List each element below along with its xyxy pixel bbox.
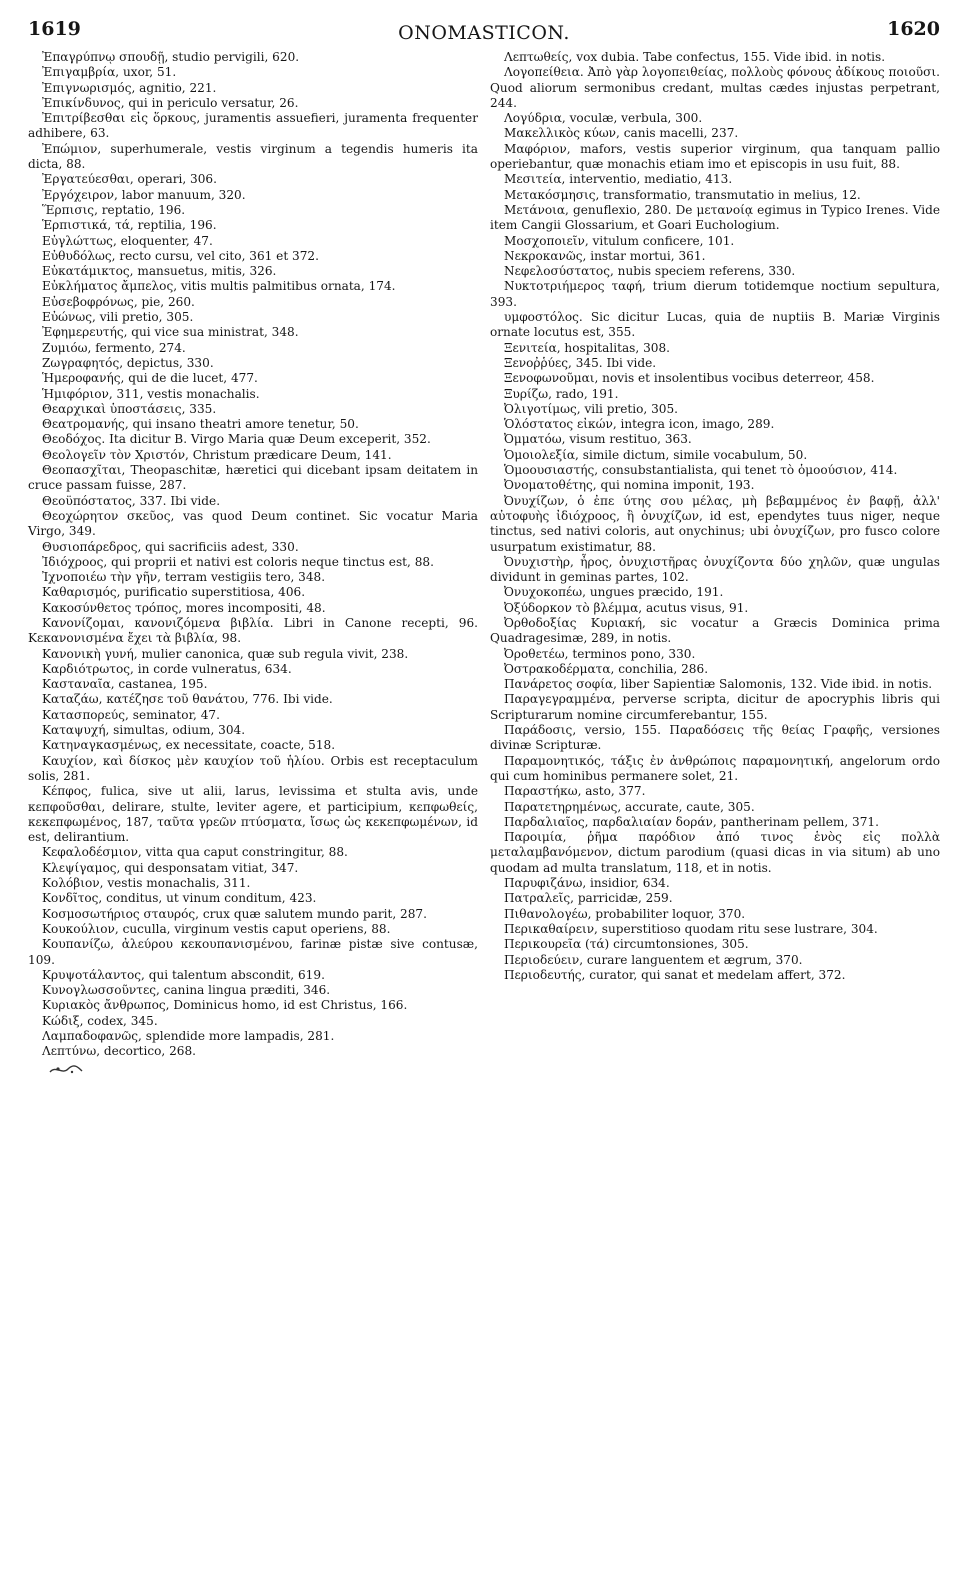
dictionary-entry: Ἐργατεύεσθαι, operari, 306. xyxy=(42,172,217,187)
dictionary-entry: Κακοσύνθετος τρόπος, mores incompositi, 48. xyxy=(42,600,326,615)
dictionary-entry: Ὀνυχιστὴρ, ἦρος, ὀνυχιστῆρας ὀνυχίζοντα δύο χηλῶν, quæ ungulas dividunt in geminas partes, 102. xyxy=(490,554,940,585)
dictionary-entry: Παράδοσις, versio, 155. Παραδόσεις τῆς θείας Γραφῆς, versiones divinæ Scripturæ. xyxy=(490,723,940,753)
dictionary-entry: Κοσμοσωτήριος σταυρός, crux quæ salutem mundo parit, 287. xyxy=(42,906,427,921)
dictionary-entry: Κανονικὴ γυνή, mulier canonica, quæ sub regula vivit, 238. xyxy=(42,646,409,661)
dictionary-entry: Καυχίον, καὶ δίσκος μὲν καυχίον τοῦ ἡλίου. Orbis est receptaculum solis, 281. xyxy=(28,753,478,783)
page-number-right: 1620 xyxy=(887,18,940,40)
dictionary-entry: Περικουρεῖα (τά) circumtonsiones, 305. xyxy=(504,937,749,952)
dictionary-entry: Μετάνοια, genuflexio, 280. De μετανοίᾳ egimus in Typico Irenes. Vide item Cangii Glossarium, et Goari Euchologium. xyxy=(490,202,940,233)
dictionary-entry: Λαμπαδοφανῶς, splendide more lampadis, 281. xyxy=(42,1029,335,1043)
dictionary-entry: Ἑρπιστικά, τά, reptilia, 196. xyxy=(42,218,217,233)
dictionary-entry: Νεκροκανῶς, instar mortui, 361. xyxy=(504,248,706,263)
dictionary-entry: Ἐπώμιον, superhumerale, vestis virginum a tegendis humeris ita dicta, 88. xyxy=(28,141,478,172)
dictionary-entry: Ὀξύδορκον τὸ βλέμμα, acutus visus, 91. xyxy=(504,600,749,615)
dictionary-entry: Παροιμία, ῥῆμα παρόδιον ἀπό τινος ἑνὸς εἰς πολλὰ μεταλαμβανόμενον, dictum parodium (quasi dicas in via situm) ab uno quodam ad multa translatum, 118, et in notis. xyxy=(490,830,940,875)
dictionary-entry: Ἡμεροφανής, qui de die lucet, 477. xyxy=(42,371,258,386)
running-title: ONOMASTICON. xyxy=(398,22,570,44)
dictionary-entry: Κολόβιον, vestis monachalis, 311. xyxy=(42,876,251,891)
dictionary-entry: Θεοχώρητον σκεῦος, vas quod Deum continet. Sic vocatur Maria Virgo, 349. xyxy=(28,508,478,539)
dictionary-entry: Ὀστρακοδέρματα, conchilia, 286. xyxy=(504,661,709,676)
dictionary-entry: Κατηναγκασμένως, ex necessitate, coacte, 518. xyxy=(42,738,336,753)
dictionary-entry: Κατασπορεύς, seminator, 47. xyxy=(42,707,220,722)
dictionary-entry: Ὀρθοδοξίας Κυριακή, sic vocatur a Græcis Dominica prima Quadragesimæ, 289, in notis. xyxy=(490,615,940,646)
dictionary-entry: Παραμονητικός, τάξις ἐν ἀνθρώποις παραμονητική, angelorum ordo qui cum hominibus permanere solet, 21. xyxy=(490,753,940,783)
dictionary-entry: υμφοστόλος. Sic dicitur Lucas, quia de nuptiis B. Mariæ Virginis ornate locutus est, 355. xyxy=(490,310,940,340)
dictionary-entry: Ὀροθετέω, terminos pono, 330. xyxy=(504,646,696,661)
dictionary-entry: Μαφόριον, mafors, vestis superior virginum, qua tanquam pallio operiebantur, quæ monachis etiam imo et episcopis in usu fuit, 88. xyxy=(490,141,940,172)
dictionary-entry: Κουπανίζω, ἀλεύρου κεκουπανισμένου, farinæ pistæ sive contusæ, 109. xyxy=(28,937,478,967)
columns xyxy=(28,50,940,1081)
dictionary-entry: Εὐσεβοφρόνως, pie, 260. xyxy=(42,294,195,309)
dictionary-entry: Εὐκλήματος ἄμπελος, vitis multis palmitibus ornata, 174. xyxy=(42,279,396,294)
dictionary-entry: Ὀμματόω, visum restituo, 363. xyxy=(504,432,692,447)
dictionary-entry: Ξυρίζω, rado, 191. xyxy=(504,386,619,401)
dictionary-entry: Περικαθαίρειν, superstitioso quodam ritu sese lustrare, 304. xyxy=(504,921,878,936)
tailpiece-ornament-icon xyxy=(48,1062,478,1081)
dictionary-entry: Πιθανολογέω, probabiliter loquor, 370. xyxy=(504,906,746,921)
dictionary-entry: Ὀνοματοθέτης, qui nomina imponit, 193. xyxy=(504,478,755,493)
dictionary-entry: Εὐκατάμικτος, mansuetus, mitis, 326. xyxy=(42,264,277,279)
dictionary-entry: Κυριακὸς ἄνθρωπος, Dominicus homo, id est Christus, 166. xyxy=(42,998,408,1013)
dictionary-entry: Ὀνυχίζων, ὁ ἐπε ύτης σου μέλας, μὴ βεβαμμένος ἐν βαφῇ, ἀλλ' αὐτοφυὴς ἰδιόχροος, ἢ ὀνυχίζων, id est, ependytes tuus niger, neque tinctus, sed nativi coloris, aut onychinus; ubi ὀνυχίζων, pro fusco colore usurpatum existimatur, 88. xyxy=(490,493,940,554)
dictionary-entry: Κώδιξ, codex, 345. xyxy=(42,1013,158,1028)
dictionary-entry: Θεοϋπόστατος, 337. Ibi vide. xyxy=(42,493,221,508)
dictionary-entry: Παρδαλιαῖος, παρδαλιαίαν δοράν, pantherinam pellem, 371. xyxy=(504,814,879,829)
dictionary-entry: Εὐγλώττως, eloquenter, 47. xyxy=(42,233,213,248)
dictionary-entry: Λεπτύνω, decorticо, 268. xyxy=(42,1044,197,1059)
dictionary-entry: Ἐπιγαμβρία, uxor, 51. xyxy=(42,65,177,80)
dictionary-entry: Θεολογεῖν τὸν Χριστόν, Christum prædicare Deum, 141. xyxy=(42,447,392,462)
dictionary-entry: Ζυμιόω, fermento, 274. xyxy=(42,340,186,355)
dictionary-entry: Κυνογλωσσοῦντες, canina lingua præditi, 346. xyxy=(42,983,331,998)
dictionary-entry: Ἐργόχειρον, labor manuum, 320. xyxy=(42,187,246,202)
dictionary-entry: Ἐπιτρίβεσθαι εἰς ὅρκους, juramentis assuefieri, juramenta frequenter adhibere, 63. xyxy=(28,111,478,141)
dictionary-entry: Λογοπείθεια. Ἀπὸ γὰρ λογοπειθείας, πολλοὺς φόνους ἀδίκους ποιοῦσι. Quod aliorum sermonibus credant, multas cædes injustas perpetrant, 244. xyxy=(490,65,940,110)
dictionary-entry: Θεοπασχῖται, Theopaschitæ, hæretici qui dicebant ipsam deitatem in cruce passam fuisse, 287. xyxy=(28,463,478,493)
dictionary-entry: Περιοδευτής, curator, qui sanat et medelam affert, 372. xyxy=(504,967,846,982)
dictionary-entry: Ἕρπισις, reptatio, 196. xyxy=(42,202,186,217)
dictionary-entry: Ἐπιγνωρισμός, agnitio, 221. xyxy=(42,80,217,95)
dictionary-entry: Κασταναῖα, castanea, 195. xyxy=(42,677,208,692)
dictionary-entry: Παρατετηρημένως, accurate, caute, 305. xyxy=(504,799,755,814)
dictionary-entry: Ὀλιγοτίμως, vili pretio, 305. xyxy=(504,401,679,416)
dictionary-entry: Ὁλόστατος εἰκών, integra icon, imago, 289. xyxy=(504,417,775,432)
dictionary-entry: Κλεψίγαμος, qui desponsatam vitiat, 347. xyxy=(42,860,299,875)
dictionary-entry: Ὁμοιολεξία, simile dictum, simile vocabulum, 50. xyxy=(504,447,808,462)
dictionary-entry: Νεφελοσύστατος, nubis speciem referens, 330. xyxy=(504,264,796,279)
dictionary-entry: Μετακόσμησις, transformatio, transmutatio in melius, 12. xyxy=(504,187,861,202)
dictionary-entry: Περιοδεύειν, curare languentem et ægrum, 370. xyxy=(504,952,803,967)
dictionary-entry: Ἐπαγρύπνῳ σπουδῇ, studio pervigili, 620. xyxy=(42,50,300,64)
dictionary-entry: Θεοδόχος. Ita dicitur B. Virgo Maria quæ Deum exceperit, 352. xyxy=(42,432,431,447)
dictionary-entry: Ἐφημερευτής, qui vice sua ministrat, 348. xyxy=(42,325,299,340)
dictionary-entry: Λεπτωθείς, vox dubia. Tabe confectus, 155. Vide ibid. in notis. xyxy=(504,50,886,64)
dictionary-entry: Νυκτοτριήμερος ταφή, trium dierum totidemque noctium sepultura, 393. xyxy=(490,279,940,309)
dictionary-entry: Μοσχοποιεῖν, vitulum conficere, 101. xyxy=(504,233,735,248)
running-header xyxy=(28,10,940,50)
left-column xyxy=(28,50,478,1081)
dictionary-entry: Κουκούλιον, cucullа, virginum vestis caput operiens, 88. xyxy=(42,921,391,936)
dictionary-entry: Παρυφιζάνω, insidior, 634. xyxy=(504,876,670,891)
dictionary-entry: Καρδιότρωτος, in corde vulneratus, 634. xyxy=(42,661,292,676)
dictionary-entry: Ξενοφωνοῦμαι, novis et insolentibus vocibus deterreor, 458. xyxy=(504,371,875,386)
dictionary-entry: Ὁμοουσιαστής, consubstantialista, qui tenet τὸ ὁμοούσιον, 414. xyxy=(504,463,898,478)
dictionary-entry: Κονδῖτος, conditus, ut vinum conditum, 423. xyxy=(42,891,317,906)
dictionary-entry: Καταψυχή, simultas, odium, 304. xyxy=(42,723,246,738)
dictionary-entry: Ζωγραφητός, depictus, 330. xyxy=(42,355,214,370)
dictionary-entry: Ξενιτεία, hospitalitas, 308. xyxy=(504,340,671,355)
dictionary-entry: Εὐθυδόλως, recto cursu, vel cito, 361 et 372. xyxy=(42,248,319,263)
dictionary-entry: Καθαρισμός, purificatio superstitiosa, 406. xyxy=(42,585,306,600)
dictionary-entry: Θεαρχικαὶ ὑποστάσεις, 335. xyxy=(42,401,217,416)
dictionary-entry: Ξενοῤῥύες, 345. Ibi vide. xyxy=(504,355,657,370)
right-column xyxy=(490,50,940,1081)
dictionary-entry: Παραστήκω, asto, 377. xyxy=(504,784,646,799)
dictionary-entry: Κρυψοτάλαντος, qui talentum abscondit, 619. xyxy=(42,967,325,982)
dictionary-entry: Θυσιοπάρεδρος, qui sacrificiis adest, 330. xyxy=(42,539,299,554)
dictionary-entry: Πατραλεῖς, parricidæ, 259. xyxy=(504,891,673,906)
dictionary-entry: Μεσιτεία, interventio, mediatio, 413. xyxy=(504,172,733,187)
dictionary-entry: Ἐπικίνδυνος, qui in periculo versatur, 26. xyxy=(42,95,299,110)
dictionary-entry: Ὀνυχοκοπέω, ungues præcido, 191. xyxy=(504,585,724,600)
dictionary-entry: Παραγεγραμμένα, perverse scripta, dicitur de apocryphis libris qui Scripturarum nomine circumferebantur, 155. xyxy=(490,692,940,722)
dictionary-entry: Κεφαλοδέσμιον, vitta qua caput constringitur, 88. xyxy=(42,845,348,860)
dictionary-entry: Καταζάω, κατέζησε τοῦ θανάτου, 776. Ibi vide. xyxy=(42,692,333,707)
dictionary-entry: Κανονίζομαι, κανονιζόμενα βιβλία. Libri in Canone recepti, 96. Κεκανονισμένα ἔχει τὰ βιβλία, 98. xyxy=(28,615,478,646)
dictionary-entry: Πανάρετος σοφία, liber Sapientiæ Salomonis, 132. Vide ibid. in notis. xyxy=(504,677,933,692)
dictionary-entry: Μακελλικὸς κύων, canis macelli, 237. xyxy=(504,126,739,141)
dictionary-entry: Λογύδρια, voculæ, verbula, 300. xyxy=(504,111,703,126)
dictionary-entry: Θεατρομανής, qui insano theatri amore tenetur, 50. xyxy=(42,417,359,432)
dictionary-entry: Ἰχνοποιέω τὴν γῆν, terram vestigiis tero, 348. xyxy=(42,570,326,585)
page-number-left: 1619 xyxy=(28,18,81,40)
dictionary-entry: Εὐώνως, vili pretio, 305. xyxy=(42,310,194,325)
dictionary-entry: Ἡμιφόριον, 311, vestis monachalis. xyxy=(42,386,260,401)
dictionary-entry: Ἰδιόχροος, qui proprii et nativi est coloris neque tinctus est, 88. xyxy=(42,554,434,569)
dictionary-entry: Κέπφος, fulica, sive ut alii, larus, levissima et stulta avis, unde κεπφοῦσθαι, delirare, stulte, leviter agere, et participium, κεπφωθείς, κεκεπφωμένος, 187, ταῦτα γρεῶν πτύσματα, ἴσως ὡς κεκεπφωμένων, id est, delirantium. xyxy=(28,784,478,845)
